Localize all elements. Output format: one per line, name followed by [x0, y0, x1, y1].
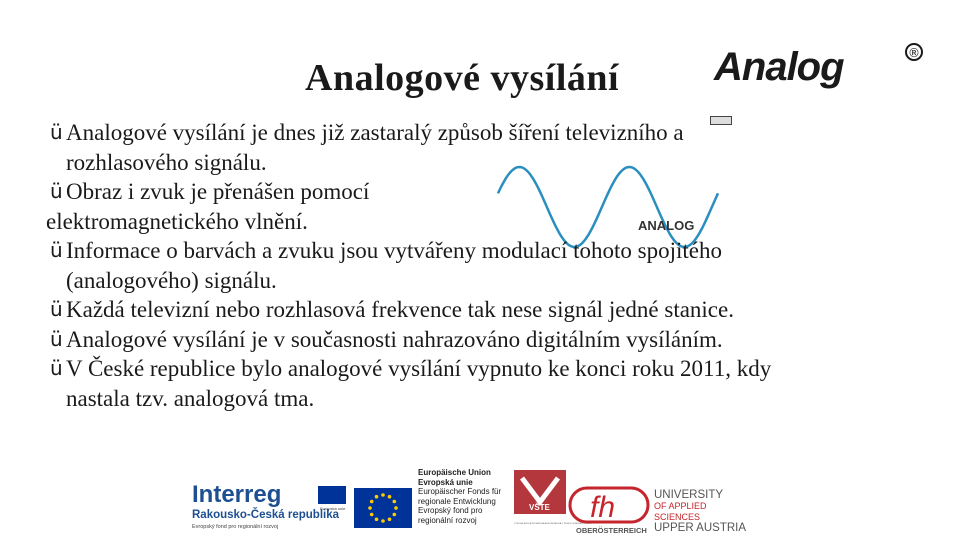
eu-line: regionální rozvoj — [418, 515, 477, 525]
analog-brand-logo — [712, 42, 932, 88]
bullet-item — [46, 177, 946, 236]
check-icon: ü — [50, 179, 63, 203]
bullet-item — [46, 118, 946, 177]
eu-star — [393, 500, 397, 504]
bullet-line: rozhlasového signálu. — [66, 149, 267, 175]
eu-line: Evropský fond pro — [418, 506, 483, 515]
eu-line: Europäische Union — [418, 468, 491, 477]
bullet-item — [46, 236, 946, 295]
bullet-line: Každá televizní nebo rozhlasová frekvence tak nese signál jedné stanice. — [66, 297, 734, 322]
bullet-line: Analogové vysílání je v současnosti nahrazováno digitálním vysíláním. — [66, 326, 723, 352]
check-icon: ü — [50, 297, 63, 321]
fh-logo — [568, 486, 650, 536]
eu-star — [370, 500, 374, 504]
bullet-line: elektromagnetického vlnění. — [46, 208, 308, 234]
uni-line: UNIVERSITY — [654, 489, 724, 501]
interreg-eu: Evropská unie — [320, 506, 346, 511]
analog-logo-text: Analog — [714, 45, 844, 89]
interreg-logo — [190, 478, 350, 536]
interreg-subtitle: Rakousko-Česká republika — [192, 509, 340, 521]
bullet-line: Obraz i zvuk je přenášen pomocí — [66, 179, 370, 204]
bullet-line: (analogového) signálu. — [66, 267, 277, 293]
registered-mark: ® — [908, 46, 920, 60]
eu-star — [370, 513, 374, 517]
eu-star — [368, 506, 372, 510]
wave-label: ANALOG — [638, 218, 695, 233]
check-icon: ü — [50, 238, 63, 262]
bullet-item — [46, 325, 946, 355]
bullet-item — [46, 295, 946, 325]
eu-star — [381, 493, 385, 497]
eu-star — [394, 506, 398, 510]
eu-fund-text — [418, 468, 508, 525]
eu-star — [375, 495, 379, 499]
interreg-fund: Evropský fond pro regionální rozvoj — [192, 524, 279, 530]
bullet-line: Informace o barvách a zvuku jsou vytvářeny modulací tohoto spojitého — [66, 238, 722, 263]
vste-subtitle: VYSOKÁ ŠKOLA TECHNICKÁ A EKONOMICKÁ V ČESKÝCH BUDĚJOVICÍCH — [514, 523, 592, 525]
bullet-line: nastala tzv. analogová tma. — [66, 385, 315, 411]
check-icon: ü — [50, 120, 63, 144]
eu-line: Evropská unie — [418, 477, 473, 487]
eu-star — [375, 518, 379, 522]
bullet-item — [46, 354, 946, 413]
interreg-name: Interreg — [192, 481, 282, 508]
uni-line: OF APPLIED SCIENCES — [654, 501, 707, 522]
check-icon: ü — [50, 326, 63, 351]
eu-flag-icon — [354, 488, 412, 528]
university-text — [654, 490, 754, 534]
slide-title: Analogové vysílání — [305, 57, 620, 99]
eu-line: regionale Entwicklung — [418, 496, 496, 506]
eu-star — [388, 495, 392, 499]
eu-star — [393, 513, 397, 517]
eu-star — [388, 518, 392, 522]
vste-label: VŠTE — [529, 503, 550, 512]
bullet-line: Analogové vysílání je dnes již zastaralý způsob šíření televizního a — [66, 120, 684, 145]
fh-text: fh — [590, 491, 616, 524]
bullet-line: V České republice bylo analogové vysílání vypnuto ke konci roku 2011, kdy — [66, 356, 772, 381]
uni-line: UPPER AUSTRIA — [654, 522, 747, 534]
eu-line: Europäischer Fonds für — [418, 487, 502, 496]
vste-logo — [512, 468, 592, 538]
bullet-list — [46, 118, 946, 413]
check-icon: ü — [50, 356, 63, 380]
fh-subtitle: OBERÖSTERREICH — [576, 526, 647, 535]
eu-star — [381, 519, 385, 523]
